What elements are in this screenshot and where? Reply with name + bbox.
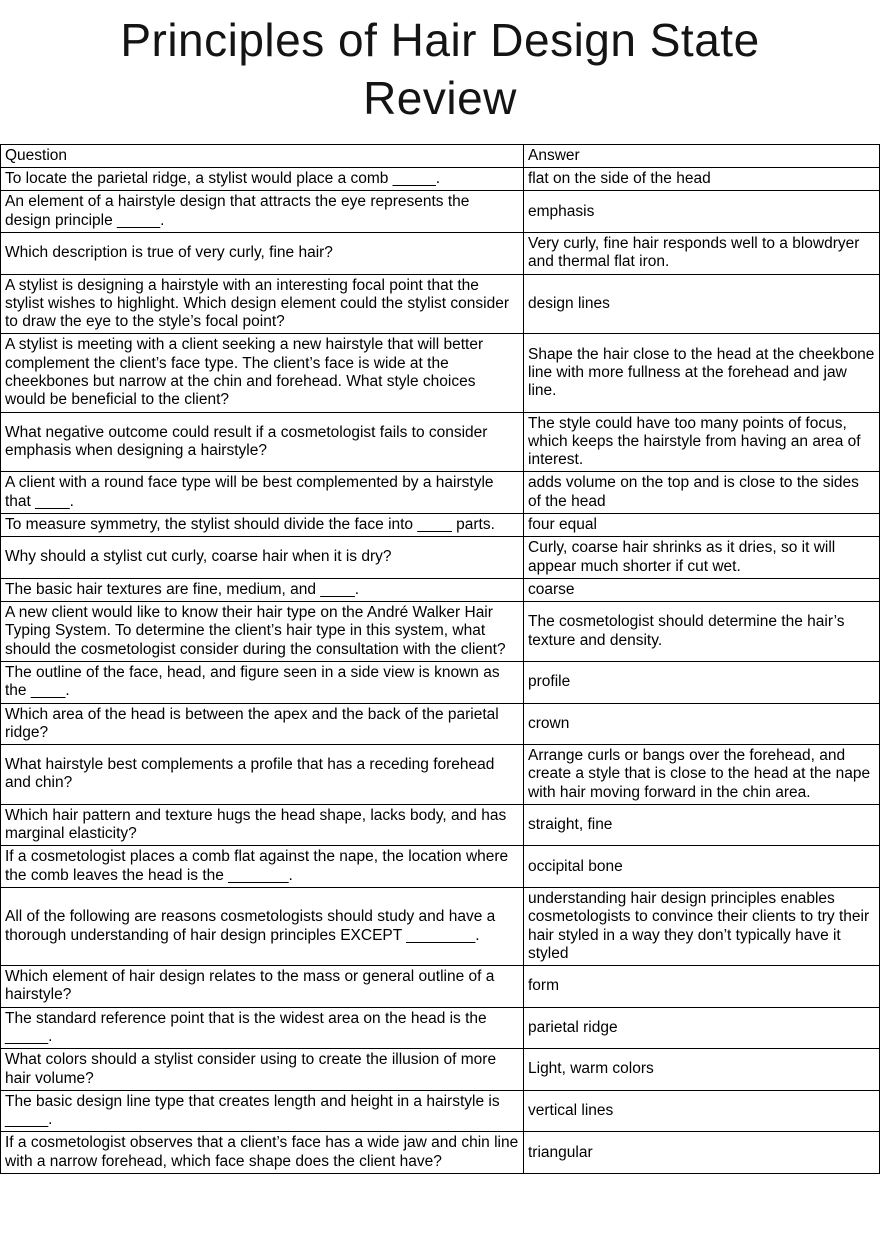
- review-table: [0, 144, 880, 1174]
- answer-cell: Arrange curls or bangs over the forehead, and create a style that is close to the head at the nape with hair moving forward in the chin area.: [524, 745, 880, 805]
- table-row: [1, 334, 880, 412]
- answer-cell: adds volume on the top and is close to the sides of the head: [524, 472, 880, 514]
- page-title: Principles of Hair Design State Review: [120, 14, 760, 124]
- question-cell: To measure symmetry, the stylist should divide the face into ____ parts.: [1, 513, 524, 536]
- table-row: [1, 168, 880, 191]
- question-cell: What colors should a stylist consider using to create the illusion of more hair volume?: [1, 1049, 524, 1091]
- answer-cell: flat on the side of the head: [524, 168, 880, 191]
- table-row: [1, 966, 880, 1008]
- question-cell: What hairstyle best complements a profile that has a receding forehead and chin?: [1, 745, 524, 805]
- answer-cell: straight, fine: [524, 804, 880, 846]
- question-column-header: Question: [1, 144, 524, 167]
- table-row: [1, 274, 880, 334]
- question-cell: The basic hair textures are fine, medium, and ____.: [1, 578, 524, 601]
- table-row: [1, 191, 880, 233]
- question-cell: The basic design line type that creates length and height in a hairstyle is _____.: [1, 1090, 524, 1132]
- answer-cell: Light, warm colors: [524, 1049, 880, 1091]
- answer-cell: emphasis: [524, 191, 880, 233]
- question-cell: An element of a hairstyle design that attracts the eye represents the design principle _____.: [1, 191, 524, 233]
- answer-cell: crown: [524, 703, 880, 745]
- answer-cell: four equal: [524, 513, 880, 536]
- table-row: [1, 537, 880, 579]
- answer-cell: occipital bone: [524, 846, 880, 888]
- table-row: [1, 745, 880, 805]
- question-cell: If a cosmetologist places a comb flat against the nape, the location where the comb leaves the head is the _______.: [1, 846, 524, 888]
- question-cell: The outline of the face, head, and figure seen in a side view is known as the ____.: [1, 661, 524, 703]
- question-cell: Why should a stylist cut curly, coarse hair when it is dry?: [1, 537, 524, 579]
- question-cell: A stylist is meeting with a client seeking a new hairstyle that will better complement the client’s face type. The client’s face is wide at the cheekbones but narrow at the chin and forehead. What style choices would be beneficial to the client?: [1, 334, 524, 412]
- question-cell: The standard reference point that is the widest area on the head is the _____.: [1, 1007, 524, 1049]
- table-row: [1, 703, 880, 745]
- question-cell: Which description is true of very curly, fine hair?: [1, 233, 524, 275]
- answer-column-header: Answer: [524, 144, 880, 167]
- answer-cell: The style could have too many points of focus, which keeps the hairstyle from having an area of interest.: [524, 412, 880, 472]
- question-cell: A new client would like to know their hair type on the André Walker Hair Typing System. To determine the client’s hair type in this system, what should the cosmetologist consider during the consultation with the client?: [1, 602, 524, 662]
- question-cell: A client with a round face type will be best complemented by a hairstyle that ____.: [1, 472, 524, 514]
- answer-cell: Very curly, fine hair responds well to a blowdryer and thermal flat iron.: [524, 233, 880, 275]
- answer-cell: vertical lines: [524, 1090, 880, 1132]
- table-row: [1, 1132, 880, 1174]
- table-row: [1, 1090, 880, 1132]
- answer-cell: coarse: [524, 578, 880, 601]
- table-row: [1, 1049, 880, 1091]
- header-row: [1, 144, 880, 167]
- answer-cell: parietal ridge: [524, 1007, 880, 1049]
- answer-cell: profile: [524, 661, 880, 703]
- question-cell: To locate the parietal ridge, a stylist would place a comb _____.: [1, 168, 524, 191]
- question-cell: All of the following are reasons cosmetologists should study and have a thorough understanding of hair design principles EXCEPT ________.: [1, 888, 524, 966]
- question-cell: If a cosmetologist observes that a client’s face has a wide jaw and chin line with a narrow forehead, which face shape does the client have?: [1, 1132, 524, 1174]
- question-cell: Which area of the head is between the apex and the back of the parietal ridge?: [1, 703, 524, 745]
- table-row: [1, 602, 880, 662]
- answer-cell: Curly, coarse hair shrinks as it dries, so it will appear much shorter if cut wet.: [524, 537, 880, 579]
- table-row: [1, 846, 880, 888]
- answer-cell: understanding hair design principles enables cosmetologists to convince their clients to try their hair styled in a way they don’t typically have it styled: [524, 888, 880, 966]
- answer-cell: triangular: [524, 1132, 880, 1174]
- answer-cell: Shape the hair close to the head at the cheekbone line with more fullness at the forehead and jaw line.: [524, 334, 880, 412]
- table-row: [1, 888, 880, 966]
- question-cell: What negative outcome could result if a cosmetologist fails to consider emphasis when designing a hairstyle?: [1, 412, 524, 472]
- table-row: [1, 578, 880, 601]
- question-cell: Which hair pattern and texture hugs the head shape, lacks body, and has marginal elasticity?: [1, 804, 524, 846]
- table-row: [1, 661, 880, 703]
- table-row: [1, 513, 880, 536]
- table-row: [1, 472, 880, 514]
- table-row: [1, 233, 880, 275]
- answer-cell: form: [524, 966, 880, 1008]
- answer-cell: The cosmetologist should determine the hair’s texture and density.: [524, 602, 880, 662]
- table-row: [1, 804, 880, 846]
- table-row: [1, 1007, 880, 1049]
- answer-cell: design lines: [524, 274, 880, 334]
- question-cell: Which element of hair design relates to the mass or general outline of a hairstyle?: [1, 966, 524, 1008]
- table-row: [1, 412, 880, 472]
- question-cell: A stylist is designing a hairstyle with an interesting focal point that the stylist wishes to highlight. Which design element could the stylist consider to draw the eye to the style’s focal point?: [1, 274, 524, 334]
